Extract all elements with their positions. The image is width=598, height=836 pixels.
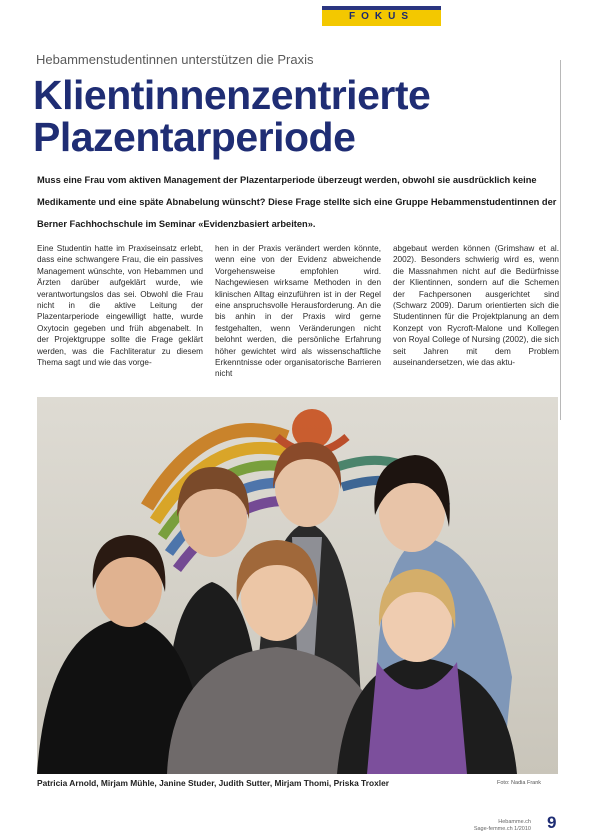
article-kicker: Hebammenstudentinnen unterstützen die Praxis: [36, 52, 314, 67]
section-tab: [322, 6, 441, 26]
headline-line-1: Klientinnenzentrierte: [33, 72, 431, 118]
photo-credit: Foto: Nadia Frank: [497, 780, 542, 786]
photo-caption: Patricia Arnold, Mirjam Mühle, Janine Studer, Judith Sutter, Mirjam Thomi, Priska Troxler: [37, 778, 389, 788]
section-label: FOKUS: [349, 11, 414, 22]
body-columns: [37, 243, 559, 386]
body-column-3: abgebaut werden können (Grimshaw et al. 2002). Besonders schwierig wird es, wenn die Massnahmen nicht auf die Bedürfnisse der Klientinnen, sondern auf die Schemen der Fachpersonen ausgerichtet sind (Schwarz 2009). Darum orientierten sich die Studentinnen für die Projektplanung an dem Konzept von Rycroft-Malone und Kollegen von Royal College of Nursing (2002), die sich seit Jahren mit dem Problem auseinandersetzen, wie das aktu-: [393, 244, 559, 368]
headline-line-2: Plazentarperiode: [33, 114, 356, 160]
footer-publication: [455, 819, 531, 833]
footer-line-2: Sage-femme.ch 1/2010: [473, 826, 531, 832]
body-column-1: Eine Studentin hatte im Praxiseinsatz erlebt, dass eine schwangere Frau, die ein passives Management wünschte, von Hebammen und Ärzten darüber aufgeklärt wurde, wie verantwortungslos das sei. Obwohl die Frau nicht in die aktive Leitung der Plazentarperiode eingewilligt hatte, wurde Oxytocin gegeben und früh abgenabelt. In der Projektgruppe sollte die Frage geklärt werden, was die Fachliteratur zu diesem Thema sagt und wie das vorge-: [37, 244, 203, 368]
footer-line-1: Hebamme.ch: [498, 819, 531, 825]
group-photo-illustration: [37, 397, 558, 774]
column-rule: [560, 60, 561, 420]
article-lead: Muss eine Frau vom aktiven Management der Plazentarperiode überzeugt werden, obwohl sie ausdrücklich keine Medikamente und eine späte Abnabelung wünscht? Diese Frage stellte sich eine Gruppe Hebammenstudentinnen der Berner Fachhochschule im Seminar «Evidenzbasiert arbeiten».: [37, 175, 557, 229]
page-number: 9: [547, 813, 557, 832]
body-column-2: hen in der Praxis verändert werden könnte, wenn eine von der Evidenz abweichende Vorgehensweise empfohlen wird. Nachgewiesen wirksame Methoden in den klinischen Alltag einzuführen ist in der Regel eine anspruchsvolle Herausforderung. An die bis anhin in der Praxis wird gerne festgehalten, wenn Veränderungen nicht belohnt werden, die persönliche Erfahrung höher gewichtet wird als wissenschaftliche Erkenntnisse oder organisatorische Barrieren nicht: [215, 244, 381, 379]
group-photo: [37, 397, 558, 774]
article-headline: [33, 74, 430, 158]
